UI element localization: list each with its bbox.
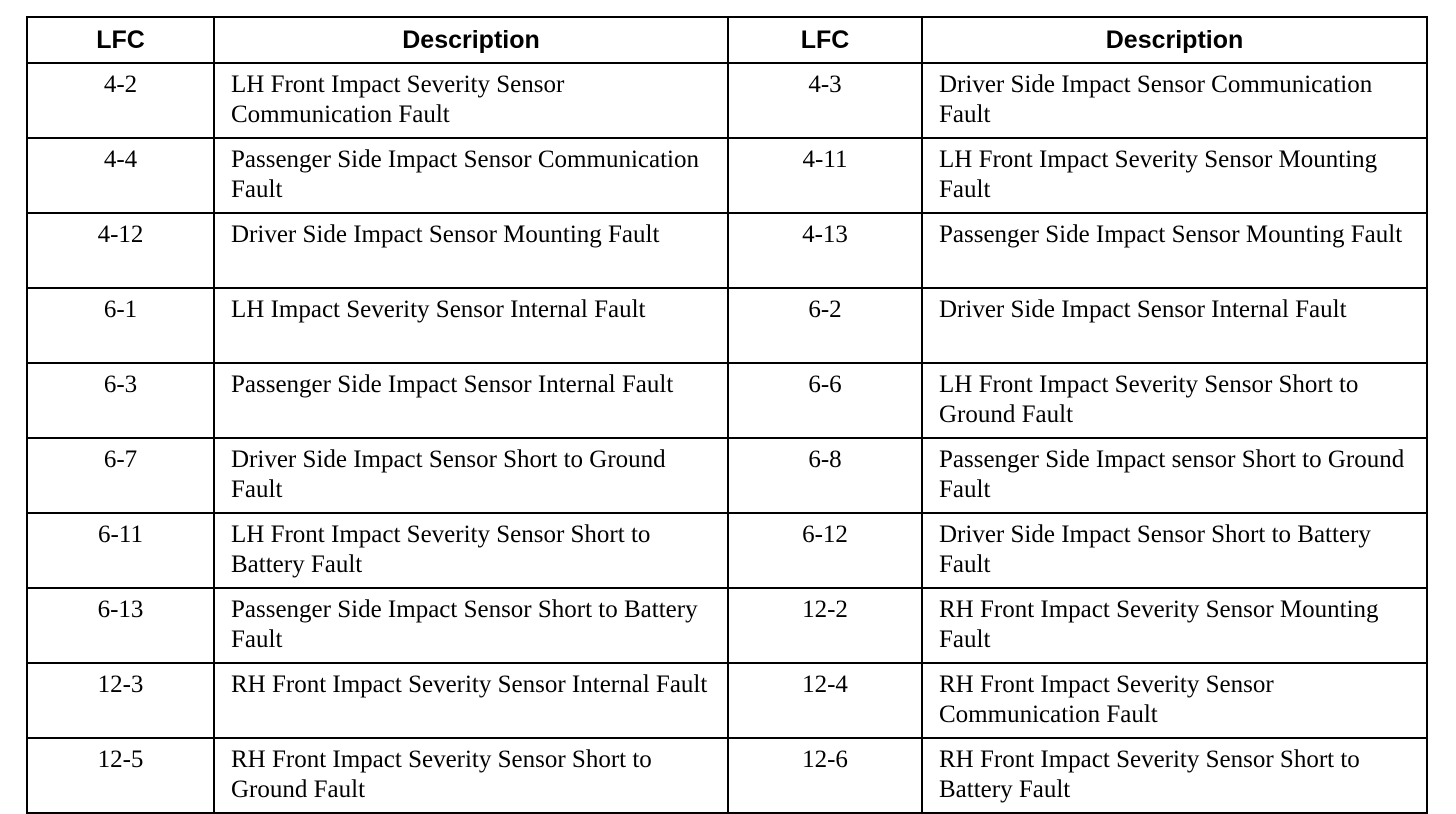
lfc-code-cell: 6-1 (27, 288, 214, 363)
fault-description-cell: Passenger Side Impact sensor Short to Ground Fault (922, 438, 1427, 513)
table-row (27, 213, 1427, 288)
lfc-code-cell: 4-13 (728, 213, 922, 288)
fault-description-cell: Passenger Side Impact Sensor Short to Battery Fault (214, 588, 728, 663)
fault-description-cell: Driver Side Impact Sensor Internal Fault (922, 288, 1427, 363)
lfc-code-cell: 6-13 (27, 588, 214, 663)
lfc-code-cell: 6-7 (27, 438, 214, 513)
lfc-code-cell: 12-6 (728, 738, 922, 813)
fault-description-cell: Passenger Side Impact Sensor Internal Fault (214, 363, 728, 438)
lfc-code-cell: 6-3 (27, 363, 214, 438)
table-row (27, 513, 1427, 588)
lfc-code-cell: 6-2 (728, 288, 922, 363)
header-description-right: Description (922, 17, 1427, 63)
table-row (27, 63, 1427, 138)
lfc-code-cell: 4-3 (728, 63, 922, 138)
fault-description-cell: Passenger Side Impact Sensor Communication Fault (214, 138, 728, 213)
fault-description-cell: LH Front Impact Severity Sensor Communication Fault (214, 63, 728, 138)
table-row (27, 138, 1427, 213)
fault-description-cell: RH Front Impact Severity Sensor Internal Fault (214, 663, 728, 738)
fault-description-cell: LH Impact Severity Sensor Internal Fault (214, 288, 728, 363)
fault-description-cell: RH Front Impact Severity Sensor Short to Battery Fault (922, 738, 1427, 813)
fault-description-cell: LH Front Impact Severity Sensor Short to Battery Fault (214, 513, 728, 588)
table-row (27, 363, 1427, 438)
lfc-code-cell: 12-2 (728, 588, 922, 663)
table-header-row (27, 17, 1427, 63)
table-row (27, 288, 1427, 363)
lfc-code-cell: 6-12 (728, 513, 922, 588)
fault-description-cell: Driver Side Impact Sensor Short to Ground Fault (214, 438, 728, 513)
lfc-code-cell: 12-4 (728, 663, 922, 738)
fault-description-cell: Driver Side Impact Sensor Communication Fault (922, 63, 1427, 138)
lfc-fault-table (26, 16, 1428, 814)
lfc-code-cell: 6-8 (728, 438, 922, 513)
table-row (27, 663, 1427, 738)
lfc-code-cell: 4-4 (27, 138, 214, 213)
lfc-code-cell: 6-11 (27, 513, 214, 588)
header-lfc-right: LFC (728, 17, 922, 63)
fault-description-cell: LH Front Impact Severity Sensor Mounting Fault (922, 138, 1427, 213)
lfc-code-cell: 4-11 (728, 138, 922, 213)
fault-description-cell: LH Front Impact Severity Sensor Short to Ground Fault (922, 363, 1427, 438)
fault-description-cell: RH Front Impact Severity Sensor Short to Ground Fault (214, 738, 728, 813)
lfc-code-cell: 12-5 (27, 738, 214, 813)
fault-description-cell: Driver Side Impact Sensor Mounting Fault (214, 213, 728, 288)
fault-description-cell: Driver Side Impact Sensor Short to Battery Fault (922, 513, 1427, 588)
table-row (27, 438, 1427, 513)
fault-description-cell: RH Front Impact Severity Sensor Mounting Fault (922, 588, 1427, 663)
header-description-left: Description (214, 17, 728, 63)
fault-description-cell: RH Front Impact Severity Sensor Communication Fault (922, 663, 1427, 738)
table-row (27, 588, 1427, 663)
lfc-code-cell: 6-6 (728, 363, 922, 438)
lfc-code-cell: 4-12 (27, 213, 214, 288)
lfc-code-cell: 4-2 (27, 63, 214, 138)
lfc-code-cell: 12-3 (27, 663, 214, 738)
fault-description-cell: Passenger Side Impact Sensor Mounting Fault (922, 213, 1427, 288)
header-lfc-left: LFC (27, 17, 214, 63)
